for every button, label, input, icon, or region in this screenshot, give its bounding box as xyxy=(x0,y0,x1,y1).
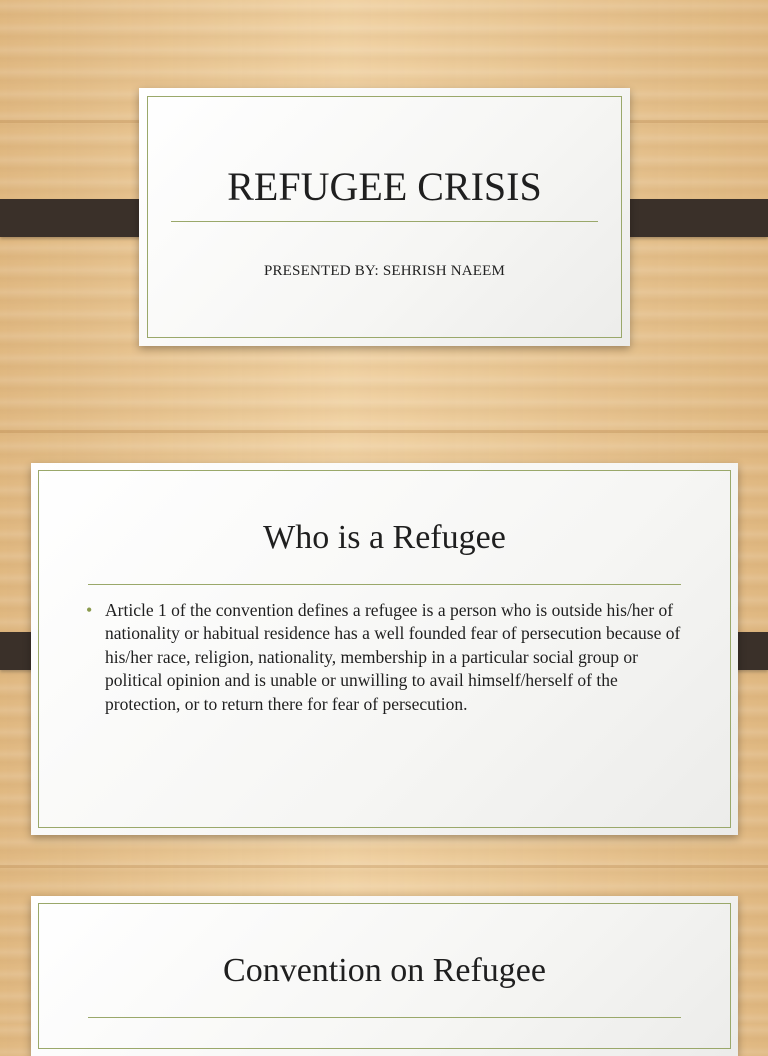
title-underline xyxy=(171,221,598,222)
slide-who-is-refugee[interactable] xyxy=(31,463,738,835)
bullet-item xyxy=(86,599,686,716)
slide-1-right-strap xyxy=(612,199,768,237)
slide-convention[interactable] xyxy=(31,896,738,1056)
slide-2-title: Who is a Refugee xyxy=(263,519,506,556)
slide-1-subtitle: PRESENTED BY: SEHRISH NAEEM xyxy=(263,263,506,279)
title-underline xyxy=(88,1017,681,1018)
slide-1-title: REFUGEE CRISIS xyxy=(227,164,542,209)
wood-seam xyxy=(0,430,768,433)
slide-title[interactable] xyxy=(139,88,630,346)
bullet-text: Article 1 of the convention defines a refugee is a person who is outside his/her of nationality or habitual residence has a well founded fear of persecution because of his/her race, religion, nationality, membership in a particular social group or political opinion and is unable or unwilling to avail himself/herself of the protection, or to return there for fear of persecution. xyxy=(105,600,681,714)
slide-1-left-strap xyxy=(0,199,156,237)
bullet-icon: • xyxy=(86,600,93,620)
slide-3-title: Convention on Refugee xyxy=(223,952,546,989)
slide-frame xyxy=(147,96,622,338)
title-underline xyxy=(88,584,681,585)
wood-seam xyxy=(0,865,768,868)
